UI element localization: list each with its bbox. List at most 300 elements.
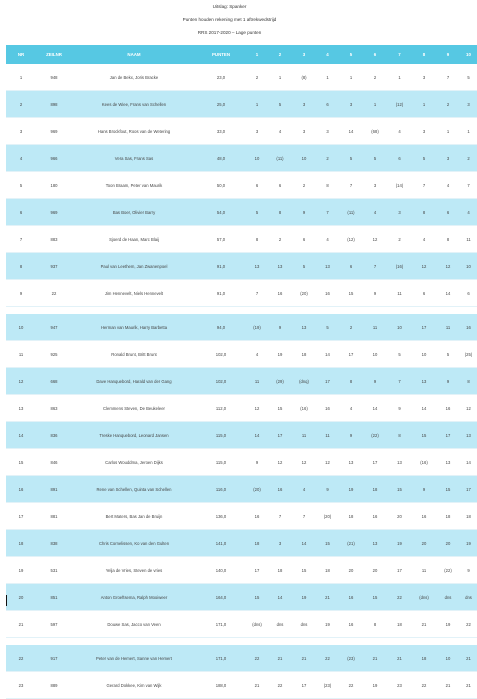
header-race[interactable]: 9: [436, 45, 460, 64]
sail-number-cell: 883: [36, 226, 72, 253]
header-race[interactable]: 8: [412, 45, 436, 64]
race-score-cell: 20: [412, 530, 436, 557]
crew-names-cell: Jim Hennevelt, Niels Hennevelt: [72, 280, 196, 307]
table-row[interactable]: [6, 557, 477, 584]
table-row[interactable]: [6, 672, 477, 699]
table-row[interactable]: [6, 64, 477, 91]
race-score-cell: 21: [387, 645, 412, 672]
table-row[interactable]: [6, 280, 477, 307]
race-score-cell: 6: [339, 253, 363, 280]
race-score-cell: 9: [412, 476, 436, 503]
table-row[interactable]: [6, 584, 477, 611]
row-gap: [6, 307, 477, 315]
race-score-cell: 2: [316, 145, 339, 172]
points-cell: 48,0: [196, 145, 246, 172]
sail-number-cell: 917: [36, 645, 72, 672]
race-score-cell: 8: [316, 172, 339, 199]
points-cell: 54,0: [196, 199, 246, 226]
race-score-cell: 1: [436, 118, 460, 145]
race-score-cell: 17: [363, 449, 387, 476]
race-score-cell: 16: [436, 395, 460, 422]
race-score-cell: 14: [363, 395, 387, 422]
race-score-cell: 13: [246, 253, 268, 280]
table-row[interactable]: [6, 253, 477, 280]
race-score-cell: 1: [339, 64, 363, 91]
race-score-cell: 16: [460, 314, 477, 341]
nr-cell: 11: [6, 341, 36, 368]
race-score-cell: 6: [246, 172, 268, 199]
sail-number-cell: 881: [36, 503, 72, 530]
points-cell: 94,0: [196, 314, 246, 341]
race-score-cell: 18: [268, 557, 292, 584]
race-score-cell: 20: [436, 530, 460, 557]
nr-cell: 15: [6, 449, 36, 476]
table-row[interactable]: [6, 530, 477, 557]
points-cell: 140,0: [196, 557, 246, 584]
sail-number-cell: 863: [36, 395, 72, 422]
nr-cell: 22: [6, 645, 36, 672]
race-score-cell: 13: [339, 449, 363, 476]
header-race[interactable]: 10: [460, 45, 477, 64]
race-score-cell: 9: [363, 280, 387, 307]
table-row[interactable]: [6, 449, 477, 476]
race-score-cell: 18: [246, 530, 268, 557]
crew-names-cell: Ronald Brunt, Britt Brunt: [72, 341, 196, 368]
race-score-cell: 9: [387, 395, 412, 422]
race-score-cell: 20: [387, 503, 412, 530]
race-score-cell: 17: [316, 368, 339, 395]
sail-number-cell: 969: [36, 199, 72, 226]
race-score-cell: 4: [246, 341, 268, 368]
title-line-1: Uitslag: Spanker: [212, 4, 247, 9]
race-score-cell: 6: [316, 91, 339, 118]
sail-number-cell: 925: [36, 341, 72, 368]
race-score-cell: 11: [246, 368, 268, 395]
race-score-cell: 2: [268, 226, 292, 253]
race-score-cell: 4: [268, 118, 292, 145]
race-score-cell: 17: [436, 422, 460, 449]
sail-number-cell: 948: [36, 64, 72, 91]
race-score-cell: 3: [460, 91, 477, 118]
race-score-cell: 4: [460, 199, 477, 226]
race-score-cell: 9: [268, 314, 292, 341]
race-score-cell: 7: [292, 503, 316, 530]
crew-names-cell: Anton Groeftsema, Ralph Mooiweer: [72, 584, 196, 611]
race-score-cell: 7: [339, 172, 363, 199]
race-score-cell: 5: [292, 253, 316, 280]
table-row[interactable]: [6, 91, 477, 118]
nr-cell: 12: [6, 368, 36, 395]
race-score-cell: (20): [316, 503, 339, 530]
race-score-cell: 8: [363, 611, 387, 638]
table-row[interactable]: [6, 422, 477, 449]
race-score-cell: dns: [292, 611, 316, 638]
race-score-cell: 23: [387, 672, 412, 699]
crew-names-cell: Chris Cornelissen, Ko van den Gulten: [72, 530, 196, 557]
table-row[interactable]: [6, 314, 477, 341]
race-score-cell: 1: [460, 118, 477, 145]
points-cell: 116,0: [196, 476, 246, 503]
points-cell: 141,0: [196, 530, 246, 557]
points-cell: 164,0: [196, 584, 246, 611]
race-score-cell: 10: [292, 145, 316, 172]
race-score-cell: 22: [339, 672, 363, 699]
race-score-cell: (20): [246, 476, 268, 503]
race-score-cell: dns: [268, 611, 292, 638]
race-score-cell: 1: [387, 64, 412, 91]
crew-names-cell: Kees de Wiee, Frans van Schellen: [72, 91, 196, 118]
race-score-cell: 14: [436, 280, 460, 307]
race-score-cell: 12: [363, 226, 387, 253]
race-score-cell: 9: [292, 199, 316, 226]
nr-cell: 21: [6, 611, 36, 638]
race-score-cell: 8: [268, 199, 292, 226]
race-score-cell: 6: [268, 172, 292, 199]
race-score-cell: (dns): [246, 611, 268, 638]
race-score-cell: 22: [268, 672, 292, 699]
race-score-cell: (11): [339, 199, 363, 226]
sail-number-cell: 531: [36, 557, 72, 584]
race-score-cell: 19: [316, 611, 339, 638]
nr-cell: 1: [6, 64, 36, 91]
race-score-cell: 15: [292, 557, 316, 584]
race-score-cell: 1: [246, 91, 268, 118]
race-score-cell: 11: [292, 422, 316, 449]
race-score-cell: 9: [460, 557, 477, 584]
nr-cell: 7: [6, 226, 36, 253]
race-score-cell: 7: [460, 172, 477, 199]
points-cell: 115,0: [196, 449, 246, 476]
crew-names-cell: Treske Hanquebord, Leonard Jansen: [72, 422, 196, 449]
race-score-cell: 22: [412, 672, 436, 699]
race-score-cell: 18: [412, 645, 436, 672]
race-score-cell: 19: [363, 672, 387, 699]
points-cell: 102,0: [196, 341, 246, 368]
results-body: [6, 64, 477, 699]
race-score-cell: 3: [363, 172, 387, 199]
sail-number-cell: 889: [36, 672, 72, 699]
header-zeilnr[interactable]: ZEILNR: [36, 45, 72, 64]
race-score-cell: 10: [246, 145, 268, 172]
race-score-cell: 21: [363, 645, 387, 672]
sail-number-cell: 937: [36, 253, 72, 280]
race-score-cell: 14: [292, 530, 316, 557]
crew-names-cell: Dave Hanquebord, Harald van der Gang: [72, 368, 196, 395]
crew-names-cell: Douwe Sas, Jacco van Veen: [72, 611, 196, 638]
race-score-cell: 11: [412, 557, 436, 584]
race-score-cell: 11: [387, 280, 412, 307]
race-score-cell: 16: [246, 503, 268, 530]
race-score-cell: 7: [412, 172, 436, 199]
race-score-cell: 1: [363, 91, 387, 118]
points-cell: 91,0: [196, 280, 246, 307]
race-score-cell: 10: [412, 341, 436, 368]
crew-names-cell: Peter van de Hemert, Sanne van Hemert: [72, 645, 196, 672]
race-score-cell: 5: [436, 341, 460, 368]
race-score-cell: 6: [292, 226, 316, 253]
table-row[interactable]: [6, 172, 477, 199]
crew-names-cell: Paul van Leethem, Jan Zwanenpoel: [72, 253, 196, 280]
points-cell: 112,0: [196, 395, 246, 422]
header-row: [6, 45, 477, 64]
crew-names-cell: Hans Brockfout, Roos van de Wetering: [72, 118, 196, 145]
race-score-cell: 13: [436, 449, 460, 476]
race-score-cell: 3: [268, 530, 292, 557]
race-score-cell: dns: [460, 584, 477, 611]
race-score-cell: 9: [339, 422, 363, 449]
sail-number-cell: 898: [36, 91, 72, 118]
race-score-cell: 5: [268, 91, 292, 118]
race-score-cell: 4: [363, 199, 387, 226]
nr-cell: 19: [6, 557, 36, 584]
crew-names-cell: Herman van Maurik, Harry Barbetta: [72, 314, 196, 341]
race-score-cell: (22): [363, 422, 387, 449]
race-score-cell: 16: [268, 280, 292, 307]
nr-cell: 14: [6, 422, 36, 449]
race-score-cell: 13: [292, 314, 316, 341]
text-cursor: [6, 595, 7, 606]
race-score-cell: 18: [292, 341, 316, 368]
race-score-cell: (22): [436, 557, 460, 584]
race-score-cell: (12): [339, 226, 363, 253]
race-score-cell: (11): [268, 145, 292, 172]
points-cell: 91,0: [196, 253, 246, 280]
race-score-cell: 5: [460, 64, 477, 91]
race-score-cell: 9: [316, 476, 339, 503]
sail-number-cell: 851: [36, 584, 72, 611]
race-score-cell: 15: [436, 476, 460, 503]
race-score-cell: 4: [436, 172, 460, 199]
race-score-cell: 22: [316, 645, 339, 672]
race-score-cell: 16: [339, 611, 363, 638]
race-score-cell: 2: [363, 64, 387, 91]
sail-number-cell: 838: [36, 530, 72, 557]
race-score-cell: (12): [387, 91, 412, 118]
race-score-cell: 12: [460, 395, 477, 422]
points-cell: 50,0: [196, 172, 246, 199]
race-score-cell: 3: [436, 145, 460, 172]
race-score-cell: 1: [412, 91, 436, 118]
points-cell: 102,0: [196, 368, 246, 395]
race-score-cell: 13: [387, 449, 412, 476]
race-score-cell: 18: [436, 503, 460, 530]
race-score-cell: 2: [436, 91, 460, 118]
race-score-cell: 19: [292, 584, 316, 611]
header-race[interactable]: 1: [246, 45, 268, 64]
table-row[interactable]: [6, 226, 477, 253]
race-score-cell: 19: [268, 341, 292, 368]
race-score-cell: 6: [460, 280, 477, 307]
header-punten[interactable]: PUNTEN: [196, 45, 246, 64]
race-score-cell: 12: [268, 449, 292, 476]
crew-names-cell: Bas Boer, Olivier Barry: [72, 199, 196, 226]
race-score-cell: 12: [316, 449, 339, 476]
nr-cell: 23: [6, 672, 36, 699]
nr-cell: 18: [6, 530, 36, 557]
race-score-cell: (14): [387, 172, 412, 199]
points-cell: 57,0: [196, 226, 246, 253]
race-score-cell: 1: [316, 64, 339, 91]
points-cell: 25,0: [196, 91, 246, 118]
race-score-cell: 3: [246, 118, 268, 145]
race-score-cell: (20): [292, 280, 316, 307]
race-score-cell: 13: [412, 368, 436, 395]
race-score-cell: 14: [316, 341, 339, 368]
race-score-cell: 7: [246, 280, 268, 307]
sail-number-cell: 846: [36, 449, 72, 476]
title-line-2: Punten houden rekening met 1 aftrekwedstrijd: [182, 17, 277, 22]
race-score-cell: 18: [387, 611, 412, 638]
race-score-cell: 8: [246, 226, 268, 253]
race-score-cell: 19: [436, 611, 460, 638]
race-score-cell: 5: [339, 145, 363, 172]
race-score-cell: 17: [412, 314, 436, 341]
race-score-cell: 8: [460, 368, 477, 395]
race-score-cell: 15: [246, 584, 268, 611]
race-score-cell: 4: [387, 118, 412, 145]
race-score-cell: 3: [292, 91, 316, 118]
header-nr[interactable]: NR: [6, 45, 36, 64]
crew-names-cell: Yelja de Vries, Steven de vries: [72, 557, 196, 584]
race-score-cell: 14: [460, 449, 477, 476]
race-score-cell: (16): [412, 449, 436, 476]
table-row[interactable]: [6, 503, 477, 530]
race-score-cell: 17: [246, 557, 268, 584]
race-score-cell: 3: [292, 118, 316, 145]
gap-cell: [6, 638, 477, 646]
race-score-cell: 4: [412, 226, 436, 253]
header-race[interactable]: 6: [363, 45, 387, 64]
table-row[interactable]: [6, 199, 477, 226]
race-score-cell: 11: [316, 422, 339, 449]
race-score-cell: 10: [460, 253, 477, 280]
nr-cell: 3: [6, 118, 36, 145]
race-score-cell: (25): [460, 341, 477, 368]
race-score-cell: 21: [268, 645, 292, 672]
race-score-cell: 12: [292, 449, 316, 476]
race-score-cell: 21: [412, 611, 436, 638]
race-score-cell: 19: [339, 476, 363, 503]
race-score-cell: 6: [387, 145, 412, 172]
race-score-cell: 17: [292, 672, 316, 699]
header-race[interactable]: 7: [387, 45, 412, 64]
race-score-cell: (dnq): [292, 368, 316, 395]
race-score-cell: 3: [412, 118, 436, 145]
race-score-cell: 5: [412, 145, 436, 172]
table-row[interactable]: [6, 611, 477, 638]
race-score-cell: 3: [339, 91, 363, 118]
race-score-cell: 5: [363, 145, 387, 172]
race-score-cell: 9: [363, 368, 387, 395]
race-score-cell: 16: [363, 503, 387, 530]
race-score-cell: 16: [268, 476, 292, 503]
nr-cell: 10: [6, 314, 36, 341]
race-score-cell: 3: [316, 118, 339, 145]
race-score-cell: 9: [436, 368, 460, 395]
race-score-cell: 10: [436, 645, 460, 672]
race-score-cell: 20: [363, 557, 387, 584]
sail-number-cell: 947: [36, 314, 72, 341]
race-score-cell: 10: [387, 314, 412, 341]
race-score-cell: 4: [339, 395, 363, 422]
table-row[interactable]: [6, 341, 477, 368]
table-row[interactable]: [6, 395, 477, 422]
race-score-cell: 3: [387, 199, 412, 226]
gap-cell: [6, 307, 477, 315]
race-score-cell: 7: [268, 503, 292, 530]
header-race[interactable]: 4: [316, 45, 339, 64]
race-score-cell: 3: [412, 64, 436, 91]
race-score-cell: 11: [363, 314, 387, 341]
header-race[interactable]: 2: [268, 45, 292, 64]
race-score-cell: 22: [246, 645, 268, 672]
table-row[interactable]: [6, 368, 477, 395]
race-score-cell: dns: [436, 584, 460, 611]
race-score-cell: 2: [387, 226, 412, 253]
race-score-cell: 7: [436, 64, 460, 91]
crew-names-cell: Bert Maters, Bas Jan de Bruijn: [72, 503, 196, 530]
race-score-cell: 8: [412, 199, 436, 226]
race-score-cell: 21: [460, 645, 477, 672]
race-score-cell: (dns): [412, 584, 436, 611]
race-score-cell: 14: [246, 422, 268, 449]
sail-number-cell: 891: [36, 476, 72, 503]
sail-number-cell: 966: [36, 145, 72, 172]
sail-number-cell: 22: [36, 280, 72, 307]
race-score-cell: 4: [316, 226, 339, 253]
header-race[interactable]: 5: [339, 45, 363, 64]
race-score-cell: 2: [339, 314, 363, 341]
table-row[interactable]: [6, 145, 477, 172]
points-cell: 188,0: [196, 672, 246, 699]
crew-names-cell: Toon Braam, Peter van Maurik: [72, 172, 196, 199]
race-score-cell: 7: [363, 253, 387, 280]
race-score-cell: (19): [246, 314, 268, 341]
nr-cell: 13: [6, 395, 36, 422]
points-cell: 23,0: [196, 64, 246, 91]
race-score-cell: 14: [339, 118, 363, 145]
race-score-cell: 21: [292, 645, 316, 672]
race-score-cell: 16: [316, 395, 339, 422]
crew-names-cell: Vera Sas, Frans Sas: [72, 145, 196, 172]
table-row[interactable]: [6, 645, 477, 672]
race-score-cell: 8: [387, 422, 412, 449]
nr-cell: 17: [6, 503, 36, 530]
race-score-cell: 15: [339, 280, 363, 307]
table-row[interactable]: [6, 476, 477, 503]
race-score-cell: 5: [387, 341, 412, 368]
race-score-cell: 2: [292, 172, 316, 199]
sail-number-cell: 668: [36, 368, 72, 395]
race-score-cell: 11: [436, 314, 460, 341]
sail-number-cell: 836: [36, 422, 72, 449]
crew-names-cell: Clemmens Steven, De Beukeleer: [72, 395, 196, 422]
sail-number-cell: 597: [36, 611, 72, 638]
header-naam[interactable]: NAAM: [72, 45, 196, 64]
race-score-cell: 21: [460, 672, 477, 699]
race-score-cell: 13: [363, 530, 387, 557]
header-race[interactable]: 3: [292, 45, 316, 64]
table-row[interactable]: [6, 118, 477, 145]
points-cell: 33,0: [196, 118, 246, 145]
sail-number-cell: 180: [36, 172, 72, 199]
race-score-cell: 15: [412, 422, 436, 449]
race-score-cell: 17: [387, 557, 412, 584]
sail-number-cell: 969: [36, 118, 72, 145]
race-score-cell: 8: [339, 368, 363, 395]
nr-cell: 8: [6, 253, 36, 280]
crew-names-cell: Carlos Wouddma, Jeroen Dijks: [72, 449, 196, 476]
